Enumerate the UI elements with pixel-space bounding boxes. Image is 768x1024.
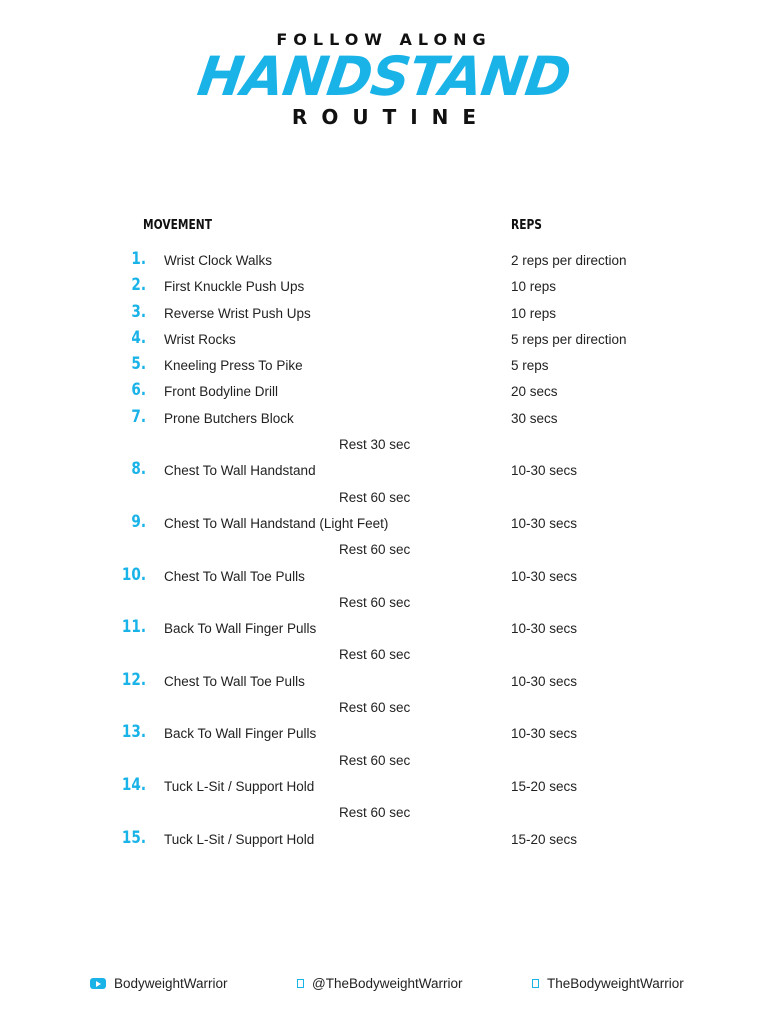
rest-text: Rest 60 sec [339,489,411,505]
item-number: 13. [121,722,146,743]
movement-name: Chest To Wall Handstand [164,463,316,479]
routine-item [0,379,768,405]
rest-text: Rest 60 sec [339,542,411,558]
movement-name: First Knuckle Push Ups [164,279,305,295]
item-number: 8. [131,459,146,480]
item-number: 3. [131,301,146,322]
facebook-link[interactable] [532,976,684,991]
rest-text: Rest 60 sec [339,700,411,716]
movement-name: Front Bodyline Drill [164,384,279,400]
routine-item [0,274,768,300]
item-number: 6. [131,380,146,401]
item-number: 9. [131,511,146,532]
rest-row [0,695,768,721]
item-number: 1. [131,249,146,269]
item-number: 10. [121,564,146,585]
rest-row [0,485,768,511]
reps-value: 5 reps per direction [511,331,627,347]
item-number: 4. [131,327,146,348]
rest-row [0,748,768,774]
movement-name: Back To Wall Finger Pulls [164,621,317,637]
page-title: HANDSTAND [193,45,575,108]
movement-name: Wrist Rocks [164,331,236,347]
rest-text: Rest 60 sec [339,752,411,768]
movement-name: Back To Wall Finger Pulls [164,726,317,742]
routine-item [0,248,768,274]
movement-name: Reverse Wrist Push Ups [164,305,311,321]
routine-item [0,301,768,327]
rest-row [0,800,768,826]
youtube-link[interactable] [90,976,228,991]
routine-item [0,774,768,800]
reps-value: 10 reps [511,305,557,321]
movement-name: Tuck L-Sit / Support Hold [164,778,315,794]
youtube-handle: BodyweightWarrior [114,976,228,991]
rest-row [0,590,768,616]
reps-value: 10 reps [511,279,557,295]
reps-value: 10-30 secs [511,463,578,479]
rest-text: Rest 30 sec [339,437,411,453]
facebook-handle: TheBodyweightWarrior [547,976,684,991]
reps-value: 30 secs [511,410,558,426]
reps-value: 15-20 secs [511,778,578,794]
movement-column-header: MOVEMENT [143,218,213,233]
routine-item [0,616,768,642]
item-number: 2. [131,275,146,296]
item-number: 14. [121,774,146,795]
reps-value: 10-30 secs [511,568,578,584]
reps-value: 15-20 secs [511,831,578,847]
kicker-text: FOLLOW ALONG [276,30,492,49]
movement-name: Kneeling Press To Pike [164,358,303,374]
youtube-icon [90,978,106,989]
reps-value: 10-30 secs [511,621,578,637]
routine-item [0,827,768,853]
facebook-icon [532,979,539,988]
routine-item [0,669,768,695]
rest-row [0,432,768,458]
item-number: 15. [121,827,146,848]
page-subtitle: ROUTINE [291,105,491,129]
movement-name: Chest To Wall Toe Pulls [164,568,305,584]
header [0,30,768,129]
item-number: 7. [131,406,146,427]
routine-item [0,327,768,353]
reps-value: 10-30 secs [511,515,578,531]
rest-text: Rest 60 sec [339,805,411,821]
routine-list [0,248,768,853]
movement-name: Chest To Wall Toe Pulls [164,673,305,689]
movement-name: Chest To Wall Handstand (Light Feet) [164,515,389,531]
routine-item [0,353,768,379]
reps-value: 20 secs [511,384,558,400]
movement-name: Prone Butchers Block [164,410,294,426]
movement-name: Wrist Clock Walks [164,253,272,268]
reps-column-header: REPS [511,218,542,233]
routine-item [0,511,768,537]
reps-value: 10-30 secs [511,726,578,742]
reps-value: 5 reps [511,358,549,374]
item-number: 12. [121,669,146,690]
rest-text: Rest 60 sec [339,647,411,663]
routine-item [0,406,768,432]
footer [0,976,768,996]
rest-text: Rest 60 sec [339,594,411,610]
item-number: 5. [131,354,146,375]
instagram-handle: @TheBodyweightWarrior [312,976,463,991]
routine-item [0,458,768,484]
instagram-link[interactable] [297,976,463,991]
reps-value: 10-30 secs [511,673,578,689]
rest-row [0,642,768,668]
instagram-icon [297,979,304,988]
reps-value: 2 reps per direction [511,253,627,268]
routine-item [0,564,768,590]
movement-name: Tuck L-Sit / Support Hold [164,831,315,847]
rest-row [0,537,768,563]
routine-item [0,721,768,747]
item-number: 11. [121,617,146,638]
